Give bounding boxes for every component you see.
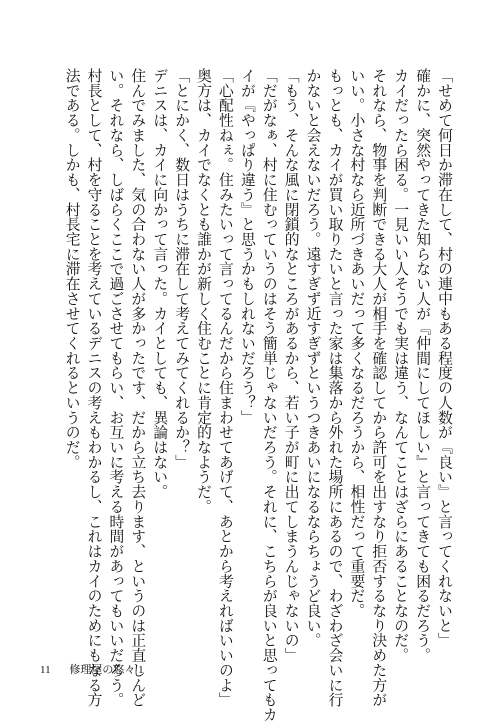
text-line: い。それなら、しばらくここで過ごさせてもらい、お互いに考える時間があってもいいだろう。 (107, 68, 125, 707)
text-line: 奥方は、カイでなくとも誰かが新しく住むことに肯定的なようだ。 (195, 68, 213, 514)
text-line: 確かに、突然やってきた知らない人が『仲間にしてほしい』と言ってきても困るだろう。 (414, 68, 432, 663)
text-line: 「だがなぁ、村に住むっていうのはそう簡単じゃないだろう。それに、こちらが良いと思ってもカ (260, 68, 278, 722)
text-line: 「もう、そんな風に閉鎖的なところがあるから、若い子が町に出てしまうんじゃないの」 (282, 68, 300, 663)
text-line: イが『やっぱり違う』と思うかもしれないだろう？」 (238, 68, 256, 425)
text-line: 「とにかく、数日はうちに滞在して考えてみてくれるか？」 (173, 68, 191, 470)
text-line: デニスは、カイに向かって言った。カイとしても、異論はない。 (151, 68, 169, 499)
text-line: 法である。しかも、村長宅に滞在させてくれるというのだ。 (63, 68, 81, 470)
page-footer (40, 661, 144, 677)
text-line: 「せめて何日か滞在して、村の連中もある程度の人数が『良い』と言ってくれないと」 (436, 68, 453, 648)
text-line: カイだったら困る。一見いい人そうでも実は違う、なんてことはざらにあることなのだ。 (392, 68, 410, 663)
text-line: 「心配性ねぇ。住みたいって言ってるんだから住まわせてあげて、あとから考えればいいのよ」 (216, 68, 234, 707)
page-number: 11 (40, 664, 51, 676)
text-line: それなら、物事を判断できる大人が相手を確認してから許可を出すなり拒否するなり決めた方が (370, 68, 388, 707)
text-line: 村長として、村を守ることを考えているデニスの考えもわかるし、これはカイのためにもなる方 (85, 68, 103, 707)
text-line: 住んでみました、気の合わない人が多かったです、だから立ち去ります、というのは正直しんど (129, 68, 147, 707)
text-line: いい。小さな村なら近所づきあいだって多くなるだろうから、相性だって重要だ。 (348, 68, 366, 618)
text-line: もっとも、カイが買い取りたいと言った家は集落から外れた場所にあるので、わざわざ会いに行 (326, 68, 344, 707)
text-line: かないと会えないだろう。遠すぎず近すぎずというつきあいになるならちょうど良い。 (304, 68, 322, 648)
book-title: 修理屋の悠々 1 (69, 664, 144, 676)
